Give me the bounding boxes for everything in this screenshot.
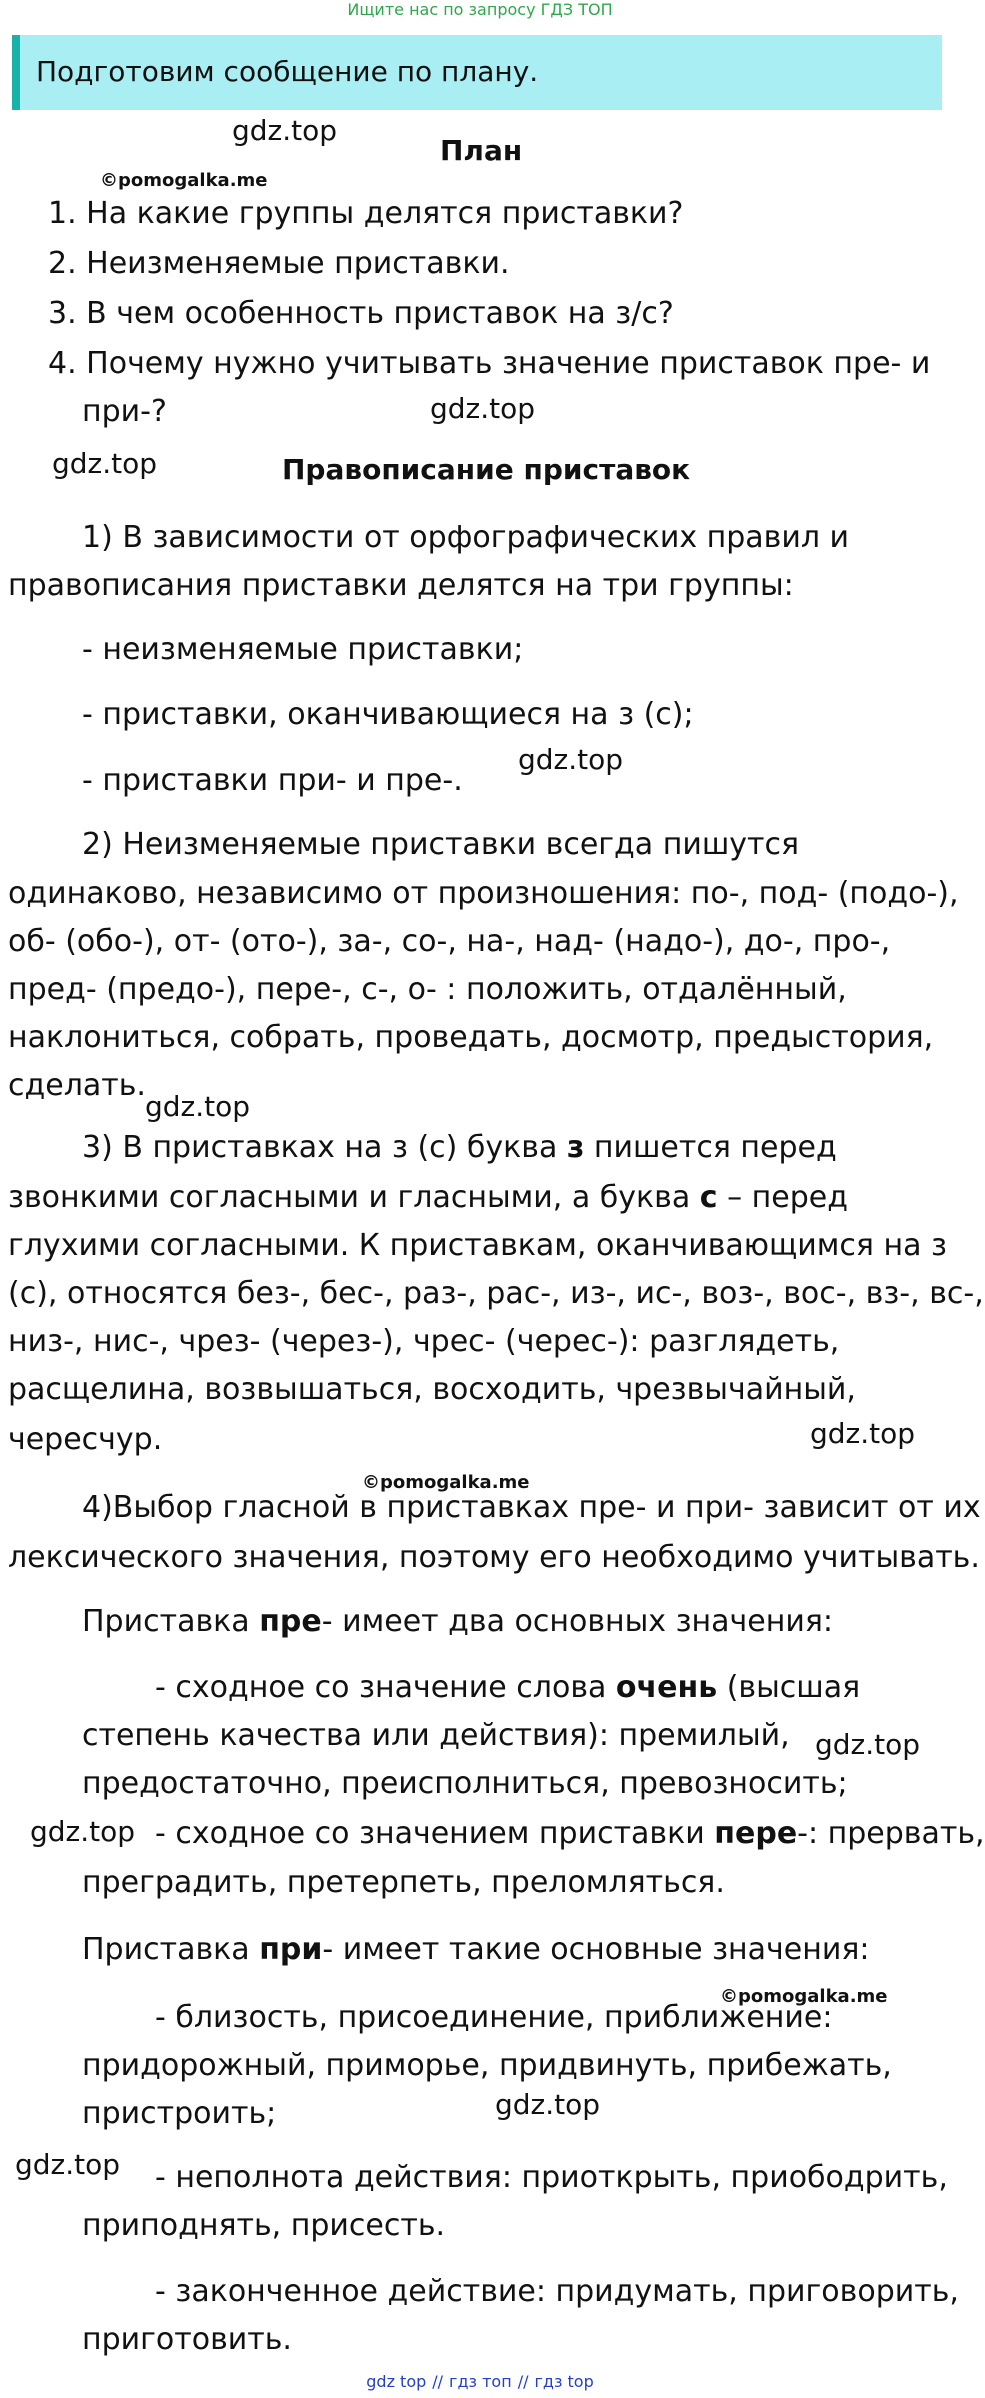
plan-item: 2. Неизменяемые приставки.	[48, 246, 510, 281]
pri-meaning-2: - неполнота действия: приоткрыть, приободрить,	[155, 2160, 948, 2195]
watermark-pomogalka: ©pomogalka.me	[720, 1986, 888, 2007]
watermark-gdz: gdz.top	[815, 1728, 921, 1761]
watermark-gdz: gdz.top	[145, 1090, 251, 1123]
watermark-gdz: gdz.top	[430, 392, 536, 425]
section-heading: Правописание приставок	[282, 453, 691, 486]
pri-meaning-3: - законченное действие: придумать, приговорить,	[155, 2274, 959, 2309]
paragraph-line: низ-, нис-, чрез- (через-), чрес- (черес-): разглядеть,	[8, 1324, 840, 1359]
paragraph-line: чересчур.	[8, 1422, 163, 1457]
paragraph-line: предостаточно, преисполниться, превозносить;	[82, 1766, 848, 1801]
watermark-gdz: gdz.top	[518, 743, 624, 776]
plan-item: 1. На какие группы делятся приставки?	[48, 196, 684, 231]
footer-link[interactable]: гдз top	[534, 2372, 594, 2391]
footer-link[interactable]: гдз топ	[449, 2372, 512, 2391]
watermark-gdz: gdz.top	[52, 447, 158, 480]
pre-intro: Приставка пре- имеет два основных значения:	[82, 1604, 833, 1639]
paragraph-line: 1) В зависимости от орфографических правил и	[82, 520, 850, 555]
bullet-item: - приставки, оканчивающиеся на з (с);	[82, 697, 694, 732]
pri-intro: Приставка при- имеет такие основные значения:	[82, 1932, 870, 1967]
pre-meaning-1: - сходное со значение слова очень (высшая	[155, 1670, 861, 1705]
top-banner[interactable]: Ищите нас по запросу ГДЗ ТОП	[347, 0, 613, 19]
footer-separator: //	[517, 2372, 529, 2391]
paragraph-line: приподнять, присесть.	[82, 2208, 446, 2243]
paragraph-line: лексического значения, поэтому его необходимо учитывать.	[8, 1540, 980, 1575]
paragraph-line: степень качества или действия): премилый,	[82, 1718, 790, 1753]
plan-heading: План	[440, 134, 523, 167]
footer-separator: //	[432, 2372, 444, 2391]
plan-item: при-?	[82, 394, 167, 429]
paragraph-line: наклониться, собрать, проведать, досмотр, предыстория,	[8, 1020, 934, 1055]
footer-link[interactable]: gdz top	[366, 2372, 427, 2391]
title-bar	[12, 35, 942, 110]
watermark-gdz: gdz.top	[810, 1417, 916, 1450]
plan-item: 4. Почему нужно учитывать значение приставок пре- и	[48, 346, 931, 381]
paragraph-line: глухими согласными. К приставкам, оканчивающимся на з	[8, 1228, 947, 1263]
paragraph-line: одинаково, независимо от произношения: по-, под- (подо-),	[8, 876, 959, 911]
paragraph-line: 4)Выбор гласной в приставках пре- и при- зависит от их	[82, 1490, 981, 1525]
paragraph-line: звонкими согласными и гласными, а буква с – перед	[8, 1180, 848, 1215]
plan-item: 3. В чем особенность приставок на з/с?	[48, 296, 674, 331]
watermark-gdz: gdz.top	[495, 2088, 601, 2121]
watermark-gdz: gdz.top	[30, 1815, 136, 1848]
bullet-item: - приставки при- и пре-.	[82, 763, 463, 798]
watermark-pomogalka: ©pomogalka.me	[100, 170, 268, 191]
paragraph-line: расщелина, возвышаться, восходить, чрезвычайный,	[8, 1372, 856, 1407]
paragraph-line: сделать.	[8, 1068, 146, 1103]
page-title: Подготовим сообщение по плану.	[36, 55, 539, 88]
paragraph-line: 2) Неизменяемые приставки всегда пишутся	[82, 827, 800, 862]
watermark-gdz: gdz.top	[232, 114, 338, 147]
paragraph-line: об- (обо-), от- (ото-), за-, со-, на-, над- (надо-), до-, про-,	[8, 924, 891, 959]
paragraph-line: 3) В приставках на з (с) буква з пишется перед	[82, 1130, 837, 1165]
paragraph-line: придорожный, приморье, придвинуть, прибежать,	[82, 2048, 892, 2083]
paragraph-line: (с), относятся без-, бес-, раз-, рас-, из-, ис-, воз-, вос-, вз-, вс-,	[8, 1276, 984, 1311]
paragraph-line: преградить, претерпеть, преломляться.	[82, 1865, 725, 1900]
paragraph-line: пристроить;	[82, 2096, 277, 2131]
footer	[0, 2372, 960, 2391]
watermark-gdz: gdz.top	[15, 2148, 121, 2181]
watermark-pomogalka: ©pomogalka.me	[362, 1472, 530, 1493]
pre-meaning-2: - сходное со значением приставки пере-: прервать,	[155, 1816, 985, 1851]
paragraph-line: приготовить.	[82, 2322, 292, 2357]
bullet-item: - неизменяемые приставки;	[82, 632, 524, 667]
paragraph-line: правописания приставки делятся на три группы:	[8, 568, 794, 603]
pri-meaning-1: - близость, присоединение, приближение:	[155, 2000, 833, 2035]
paragraph-line: пред- (предо-), пере-, с-, о- : положить, отдалённый,	[8, 972, 847, 1007]
